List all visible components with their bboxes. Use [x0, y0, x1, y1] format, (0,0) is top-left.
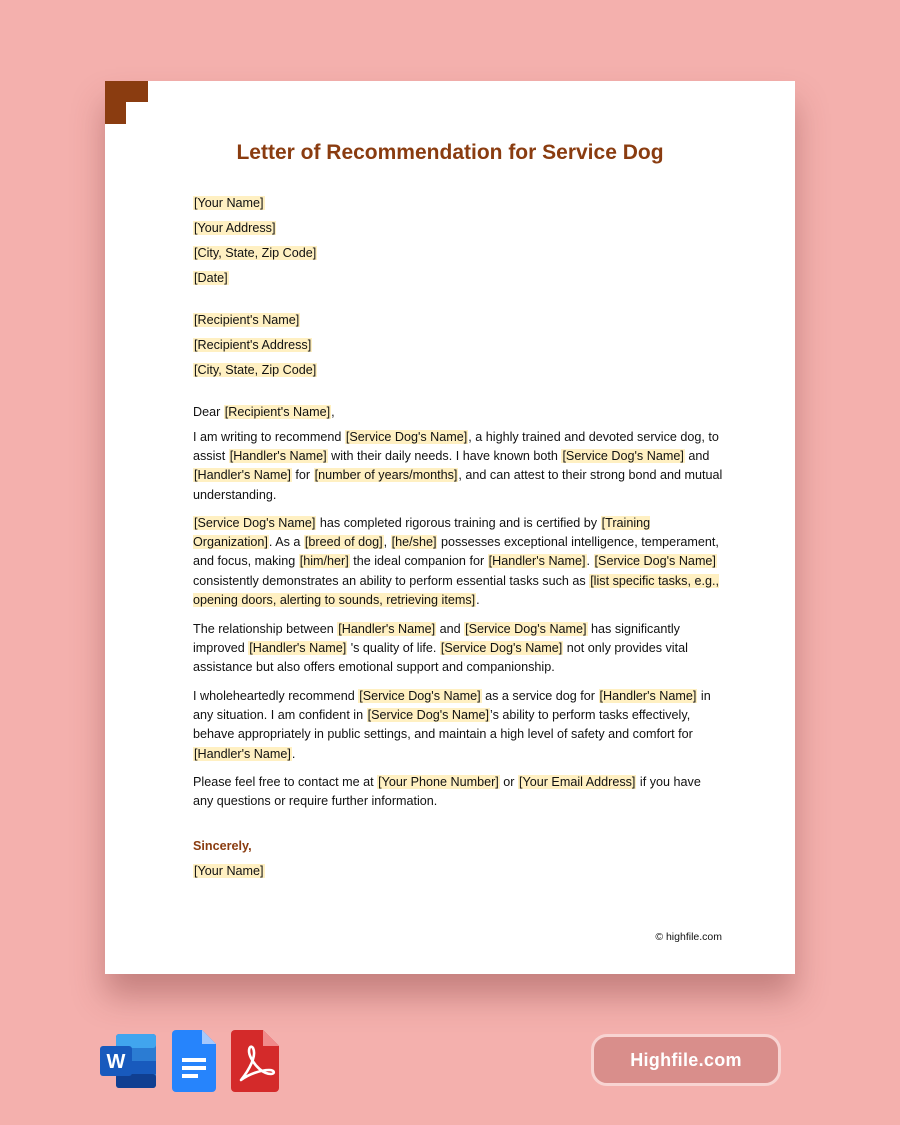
salutation: Dear [Recipient's Name], — [193, 405, 335, 419]
body-text: as a service dog for — [481, 689, 599, 703]
placeholder: [Service Dog's Name] — [594, 554, 716, 569]
copyright-text: © highfile.com — [655, 931, 722, 943]
sender-name: [Your Name] — [194, 196, 264, 210]
body-text: with their daily needs. I have known both — [327, 449, 562, 464]
document-title: Letter of Recommendation for Service Dog — [236, 141, 664, 164]
body-text: the ideal companion for — [349, 554, 488, 569]
body-text: in any situation. I am confident in — [193, 689, 711, 723]
paragraph-3 — [193, 620, 723, 678]
recipient-city: [City, State, Zip Code] — [194, 363, 317, 377]
sender-address: [Your Address] — [194, 221, 276, 235]
placeholder: [Your Email Address] — [518, 775, 636, 789]
placeholder: [Service Dog's Name] — [440, 641, 563, 656]
body-text: The relationship between — [193, 622, 338, 636]
body-text: , a highly trained and devoted service dog, to assist — [193, 430, 719, 464]
recipient-address: [Recipient's Address] — [194, 338, 312, 352]
placeholder: [Handler's Name] — [249, 641, 347, 656]
highfile-button[interactable]: Highfile.com — [591, 1034, 781, 1086]
placeholder: [Handler's Name] — [599, 689, 697, 703]
sender-city: [City, State, Zip Code] — [194, 246, 317, 260]
body-text: . — [476, 592, 480, 607]
body-text: has significantly improved — [193, 622, 680, 656]
placeholder: [Service Dog's Name] — [194, 516, 316, 530]
word-icon[interactable] — [100, 1030, 158, 1092]
placeholder: [Your Phone Number] — [378, 775, 499, 789]
corner-decoration — [105, 81, 148, 124]
body-text: has completed rigorous training and is certified by — [316, 516, 601, 530]
body-text: possesses exceptional intelligence, temperament, and focus, making — [193, 535, 719, 569]
recipient-name: [Recipient's Name] — [194, 313, 300, 327]
paragraph-2 — [193, 514, 723, 610]
pdf-icon[interactable] — [231, 1030, 279, 1092]
placeholder: [Handler's Name] — [194, 468, 291, 483]
placeholder: [Service Dog's Name] — [465, 622, 587, 636]
body-text: I wholeheartedly recommend — [193, 689, 359, 703]
body-text: I am writing to recommend — [193, 430, 345, 444]
placeholder: [Handler's Name] — [338, 622, 436, 636]
body-text: Please feel free to contact me at — [193, 775, 378, 789]
body-text: if you have any questions or require further information. — [193, 775, 701, 809]
sender-date: [Date] — [194, 271, 228, 285]
body-text: not only provides vital assistance but also offers emotional support and companionship. — [193, 641, 688, 675]
placeholder: [Training Organization] — [193, 516, 651, 550]
body-text: ’s ability to perform tasks effectively, behave appropriately in public settings, and maintain a high level of safety and comfort for — [193, 708, 693, 742]
placeholder: [Handler's Name] — [229, 449, 327, 464]
placeholder: [Service Dog's Name] — [562, 449, 684, 464]
svg-text:W: W — [106, 1051, 126, 1073]
placeholder: [him/her] — [299, 554, 349, 569]
body-text: for — [291, 468, 314, 483]
body-text: . — [586, 554, 594, 569]
placeholder: [breed of dog] — [304, 535, 383, 550]
paragraph-5 — [193, 773, 723, 811]
placeholder: [number of years/months] — [314, 468, 458, 483]
placeholder: [Service Dog's Name] — [345, 430, 468, 444]
signature: [Your Name] — [194, 864, 264, 878]
document-page — [105, 81, 795, 974]
placeholder: [Handler's Name] — [488, 554, 586, 569]
placeholder: [Handler's Name] — [194, 746, 291, 761]
closing: Sincerely, — [193, 839, 252, 853]
body-text: , — [383, 535, 391, 550]
paragraph-4 — [193, 687, 723, 764]
body-text: or — [499, 775, 518, 789]
body-text: , and can attest to their strong bond and mutual understanding. — [193, 468, 723, 502]
placeholder: [he/she] — [391, 535, 437, 550]
paragraph-1 — [193, 428, 723, 505]
body-text: 's quality of life. — [347, 641, 440, 656]
body-text: . — [291, 746, 296, 761]
body-text: and — [684, 449, 710, 464]
body-text: . As a — [268, 535, 304, 550]
body-text: consistently demonstrates an ability to perform essential tasks such as — [193, 573, 590, 588]
placeholder: [Service Dog's Name] — [359, 689, 481, 703]
placeholder: [Service Dog's Name] — [367, 708, 490, 723]
google-docs-icon[interactable] — [172, 1030, 218, 1092]
body-text: and — [436, 622, 465, 636]
placeholder: [list specific tasks, e.g., opening doors, alerting to sounds, retrieving items] — [193, 573, 719, 607]
